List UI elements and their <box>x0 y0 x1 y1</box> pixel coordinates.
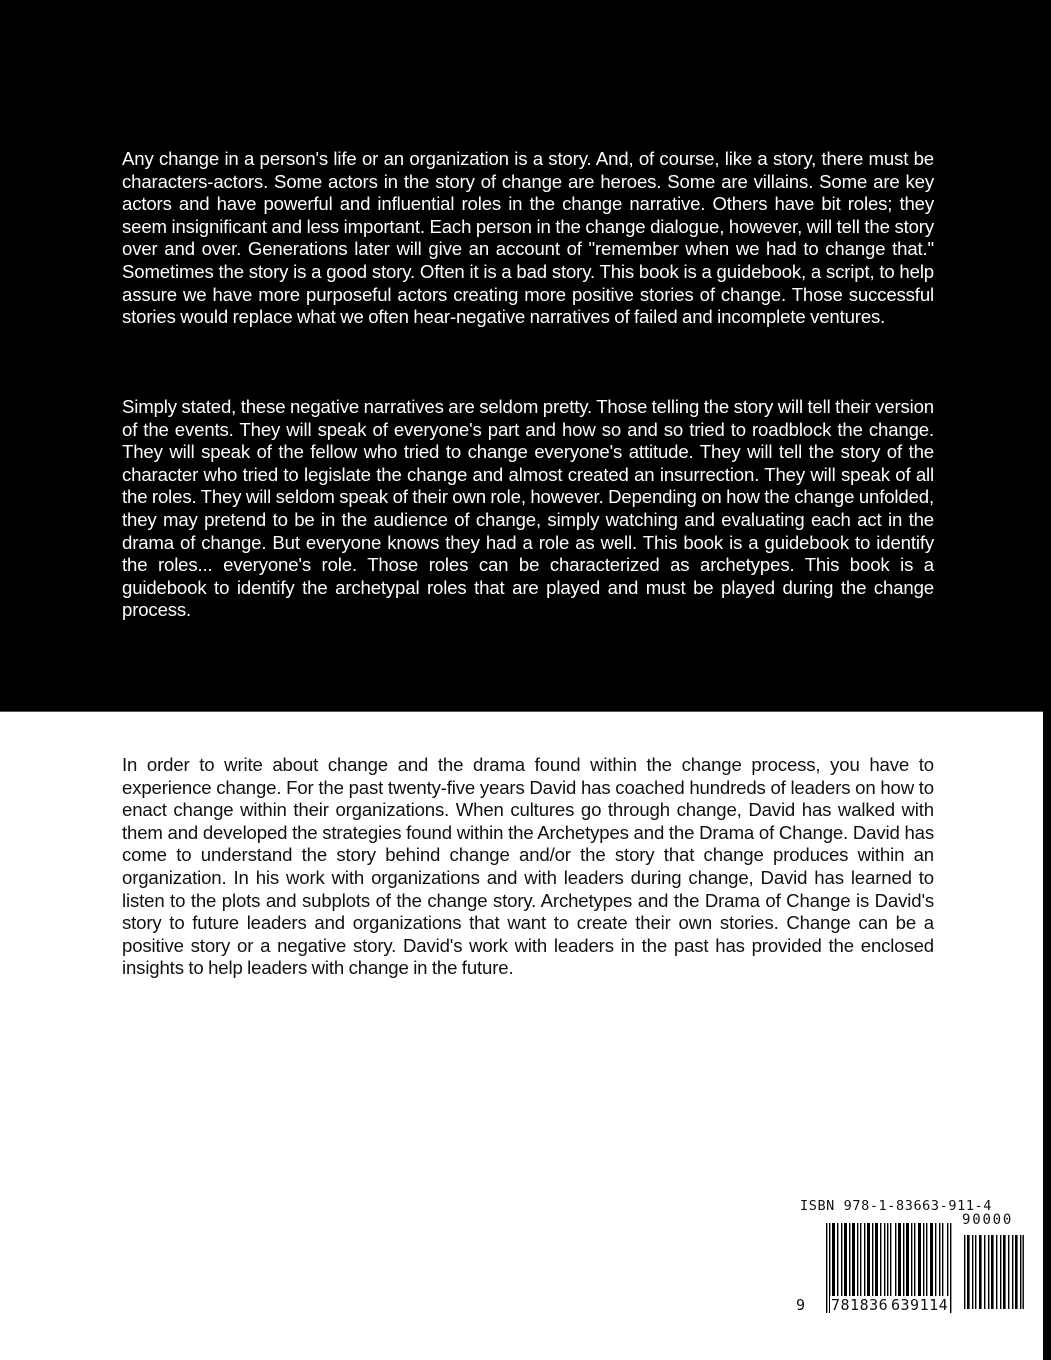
spine-edge-strip <box>1043 711 1051 1360</box>
ean-right-group: 639114 <box>891 1296 949 1314</box>
blurb-paragraph-2: Simply stated, these negative narratives are seldom pretty. Those telling the story will tell their version of the events. They will speak of everyone's part and how so and so tried to roadblock the change. They will speak of the fellow who tried to change everyone's attitude. They will tell the story of the character who tried to legislate the change and almost created an insurrection. They will speak of all the roles. They will seldom speak of their own role, however. Depending on how the change unfolded, they may pretend to be in the audience of change, simply watching and evaluating each act in the drama of change. But everyone knows they had a role as well. This book is a guidebook to identify the roles... everyone's role. Those roles can be characterized as archetypes. This book is a guidebook to identify the archetypal roles that are played and must be played during the change process. <box>122 396 934 621</box>
price-addon-barcode-bars-icon <box>964 1235 1024 1309</box>
isbn-label: ISBN 978-1-83663-911-4 <box>800 1198 993 1214</box>
isbn-barcode <box>796 1198 1036 1318</box>
blurb-paragraph-1: Any change in a person's life or an organization is a story. And, of course, like a story, there must be characters-actors. Some actors in the story of change are heroes. Some are villains. Some are key actors and have powerful and influential roles in the change narrative. Others have bit roles; they seem insignificant and less important. Each person in the change dialogue, however, will tell the story over and over. Generations later will give an account of "remember when we had to change that." Sometimes the story is a good story. Often it is a bad story. This book is a guidebook, a script, to help assure we have more purposeful actors creating more positive stories of change. Those successful stories would replace what we often hear-negative narratives of failed and incomplete ventures. <box>122 148 934 328</box>
ean-left-group: 781836 <box>831 1296 889 1314</box>
author-bio-paragraph: In order to write about change and the drama found within the change process, you have to experience change. For the past twenty-five years David has coached hundreds of leaders on how to enact change within their organizations. When cultures go through change, David has walked with them and developed the strategies found within the Archetypes and the Drama of Change. David has come to understand the story behind change and/or the story that change produces within an organization. In his work with organizations and with leaders during change, David has learned to listen to the plots and subplots of the change story. Archetypes and the Drama of Change is David's story to future leaders and organizations that want to create their own stories. Change can be a positive story or a negative story. David's work with leaders in the past has provided the enclosed insights to help leaders with change in the future. <box>122 754 934 979</box>
ean-first-digit: 9 <box>796 1296 806 1314</box>
price-code: 90000 <box>962 1212 1014 1228</box>
